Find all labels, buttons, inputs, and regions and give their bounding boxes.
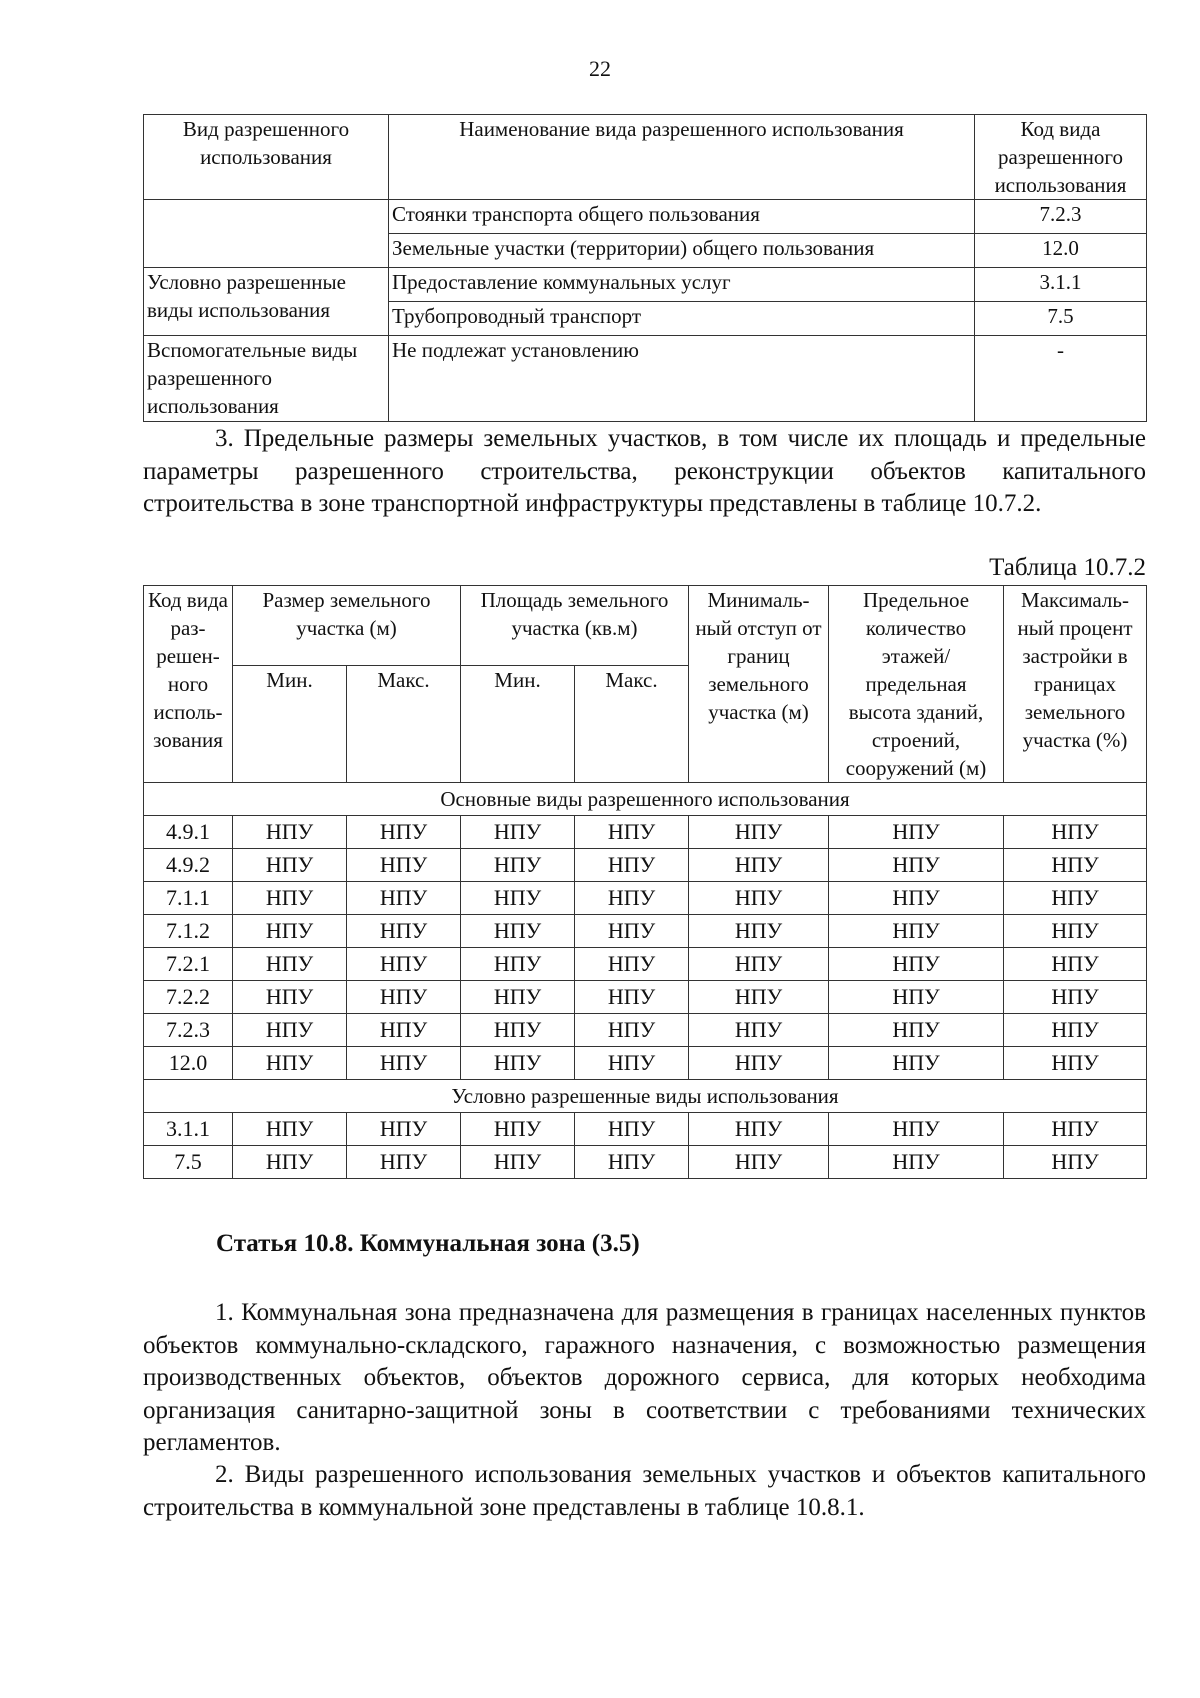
value-cell: НПУ [347, 882, 461, 915]
value-cell: НПУ [575, 915, 689, 948]
value-cell: НПУ [461, 882, 575, 915]
code-cell: 4.9.1 [144, 816, 233, 849]
value-cell: НПУ [689, 816, 829, 849]
value-cell: НПУ [689, 882, 829, 915]
header-min: Мин. [461, 666, 575, 783]
value-cell: НПУ [829, 849, 1004, 882]
value-cell: НПУ [575, 1146, 689, 1179]
value-cell: НПУ [1004, 981, 1147, 1014]
value-cell: НПУ [233, 816, 347, 849]
table-row [144, 882, 1147, 915]
header-max: Макс. [575, 666, 689, 783]
section-title: Основные виды разрешенного использования [144, 783, 1147, 816]
value-cell: НПУ [233, 1047, 347, 1080]
code-cell: 7.1.2 [144, 915, 233, 948]
code-cell: 12.0 [144, 1047, 233, 1080]
value-cell: НПУ [575, 1014, 689, 1047]
value-cell: НПУ [575, 1113, 689, 1146]
value-cell: НПУ [347, 915, 461, 948]
header-coverage: Максималь-ный процент застройки в границах земельного участка (%) [1004, 586, 1147, 783]
value-cell: НПУ [233, 915, 347, 948]
value-cell: НПУ [829, 1014, 1004, 1047]
value-cell: НПУ [461, 1113, 575, 1146]
value-cell: НПУ [347, 948, 461, 981]
header-use-code: Код вида разрешенного использования [975, 115, 1147, 200]
value-cell: НПУ [689, 981, 829, 1014]
value-cell: НПУ [347, 1047, 461, 1080]
use-code-cell: - [975, 336, 1147, 422]
value-cell: НПУ [689, 1047, 829, 1080]
header-min: Мин. [233, 666, 347, 783]
code-cell: 7.1.1 [144, 882, 233, 915]
use-name-cell: Не подлежат установлению [389, 336, 975, 422]
header-use-name: Наименование вида разрешенного использования [389, 115, 975, 200]
value-cell: НПУ [461, 849, 575, 882]
value-cell: НПУ [575, 882, 689, 915]
table-label: Таблица 10.7.2 [989, 554, 1146, 581]
header-plot-area: Площадь земельного участка (кв.м) [461, 586, 689, 666]
value-cell: НПУ [689, 1014, 829, 1047]
value-cell: НПУ [233, 1146, 347, 1179]
code-cell: 7.2.3 [144, 1014, 233, 1047]
paragraph-article-1: 1. Коммунальная зона предназначена для размещения в границах населенных пунктов объектов коммунально-складского, гаражного назначения, с возможностью размещения производственных объектов, объектов дорожного сервиса, для которых необходима организация санитарно-защитной зоны в соответствии с требованиями технических регламентов. [143, 1299, 1146, 1456]
value-cell: НПУ [829, 981, 1004, 1014]
value-cell: НПУ [575, 849, 689, 882]
value-cell: НПУ [829, 915, 1004, 948]
value-cell: НПУ [575, 1047, 689, 1080]
use-name-cell: Стоянки транспорта общего пользования [389, 200, 975, 234]
table-row [144, 1047, 1147, 1080]
value-cell: НПУ [575, 948, 689, 981]
use-code-cell: 7.5 [975, 302, 1147, 336]
code-cell: 4.9.2 [144, 849, 233, 882]
code-cell: 7.2.2 [144, 981, 233, 1014]
table-row [144, 915, 1147, 948]
value-cell: НПУ [1004, 1113, 1147, 1146]
header-setback: Минималь-ный отступ от границ земельного участка (м) [689, 586, 829, 783]
value-cell: НПУ [233, 882, 347, 915]
value-cell: НПУ [689, 849, 829, 882]
table-row [144, 1113, 1147, 1146]
table-row [144, 981, 1147, 1014]
page-number: 22 [589, 56, 611, 81]
use-name-cell: Трубопроводный транспорт [389, 302, 975, 336]
use-name-cell: Земельные участки (территории) общего пользования [389, 234, 975, 268]
value-cell: НПУ [689, 948, 829, 981]
value-cell: НПУ [1004, 1047, 1147, 1080]
value-cell: НПУ [829, 882, 1004, 915]
header-plot-size: Размер земельного участка (м) [233, 586, 461, 666]
conditional-group-cell: Условно разрешенные виды использования [144, 268, 389, 336]
value-cell: НПУ [461, 915, 575, 948]
value-cell: НПУ [1004, 849, 1147, 882]
value-cell: НПУ [347, 816, 461, 849]
main-section-row [144, 783, 1147, 816]
table-row [144, 849, 1147, 882]
value-cell: НПУ [347, 1113, 461, 1146]
value-cell: НПУ [1004, 1146, 1147, 1179]
table-row [144, 1146, 1147, 1179]
use-code-cell: 12.0 [975, 234, 1147, 268]
value-cell: НПУ [829, 816, 1004, 849]
use-name-cell: Предоставление коммунальных услуг [389, 268, 975, 302]
code-cell: 7.2.1 [144, 948, 233, 981]
paragraph-article-2: 2. Виды разрешенного использования земельных участков и объектов капитального строительства в коммунальной зоне представлены в таблице 10.8.1. [143, 1461, 1146, 1521]
table-row [144, 948, 1147, 981]
conditional-section-row [144, 1080, 1147, 1113]
table-row [144, 1014, 1147, 1047]
value-cell: НПУ [1004, 882, 1147, 915]
value-cell: НПУ [461, 1146, 575, 1179]
value-cell: НПУ [347, 849, 461, 882]
table-row [144, 816, 1147, 849]
header-floors: Предельное количество этажей/ предельная высота зданий, строений, сооружений (м) [829, 586, 1004, 783]
article-title: Статья 10.8. Коммунальная зона (3.5) [216, 1230, 640, 1257]
use-code-cell: 7.2.3 [975, 200, 1147, 234]
value-cell: НПУ [829, 948, 1004, 981]
paragraph-3: 3. Предельные размеры земельных участков, в том числе их площадь и предельные параметры разрешенного строительства, реконструкции объектов капитального строительства в зоне транспортной инфраструктуры представлены в таблице 10.7.2. [143, 425, 1146, 517]
header-max: Макс. [347, 666, 461, 783]
value-cell: НПУ [233, 1113, 347, 1146]
auxiliary-group-cell: Вспомогательные виды разрешенного использования [144, 336, 389, 422]
value-cell: НПУ [347, 1014, 461, 1047]
value-cell: НПУ [829, 1113, 1004, 1146]
code-cell: 3.1.1 [144, 1113, 233, 1146]
header-code: Код вида раз-решен-ного исполь-зования [144, 586, 233, 783]
value-cell: НПУ [1004, 915, 1147, 948]
value-cell: НПУ [575, 816, 689, 849]
value-cell: НПУ [1004, 1014, 1147, 1047]
value-cell: НПУ [1004, 948, 1147, 981]
header-use-type: Вид разрешенного использования [144, 115, 389, 200]
value-cell: НПУ [347, 1146, 461, 1179]
value-cell: НПУ [829, 1146, 1004, 1179]
value-cell: НПУ [461, 981, 575, 1014]
value-cell: НПУ [461, 1014, 575, 1047]
value-cell: НПУ [689, 1146, 829, 1179]
value-cell: НПУ [829, 1047, 1004, 1080]
empty-group-cell [144, 200, 389, 268]
value-cell: НПУ [461, 948, 575, 981]
value-cell: НПУ [461, 816, 575, 849]
value-cell: НПУ [1004, 816, 1147, 849]
permitted-use-table [143, 114, 1147, 422]
value-cell: НПУ [461, 1047, 575, 1080]
value-cell: НПУ [689, 915, 829, 948]
value-cell: НПУ [233, 1014, 347, 1047]
parameters-table [143, 585, 1147, 1179]
value-cell: НПУ [575, 981, 689, 1014]
value-cell: НПУ [347, 981, 461, 1014]
code-cell: 7.5 [144, 1146, 233, 1179]
value-cell: НПУ [233, 981, 347, 1014]
value-cell: НПУ [233, 948, 347, 981]
value-cell: НПУ [233, 849, 347, 882]
value-cell: НПУ [689, 1113, 829, 1146]
section-title: Условно разрешенные виды использования [144, 1080, 1147, 1113]
use-code-cell: 3.1.1 [975, 268, 1147, 302]
